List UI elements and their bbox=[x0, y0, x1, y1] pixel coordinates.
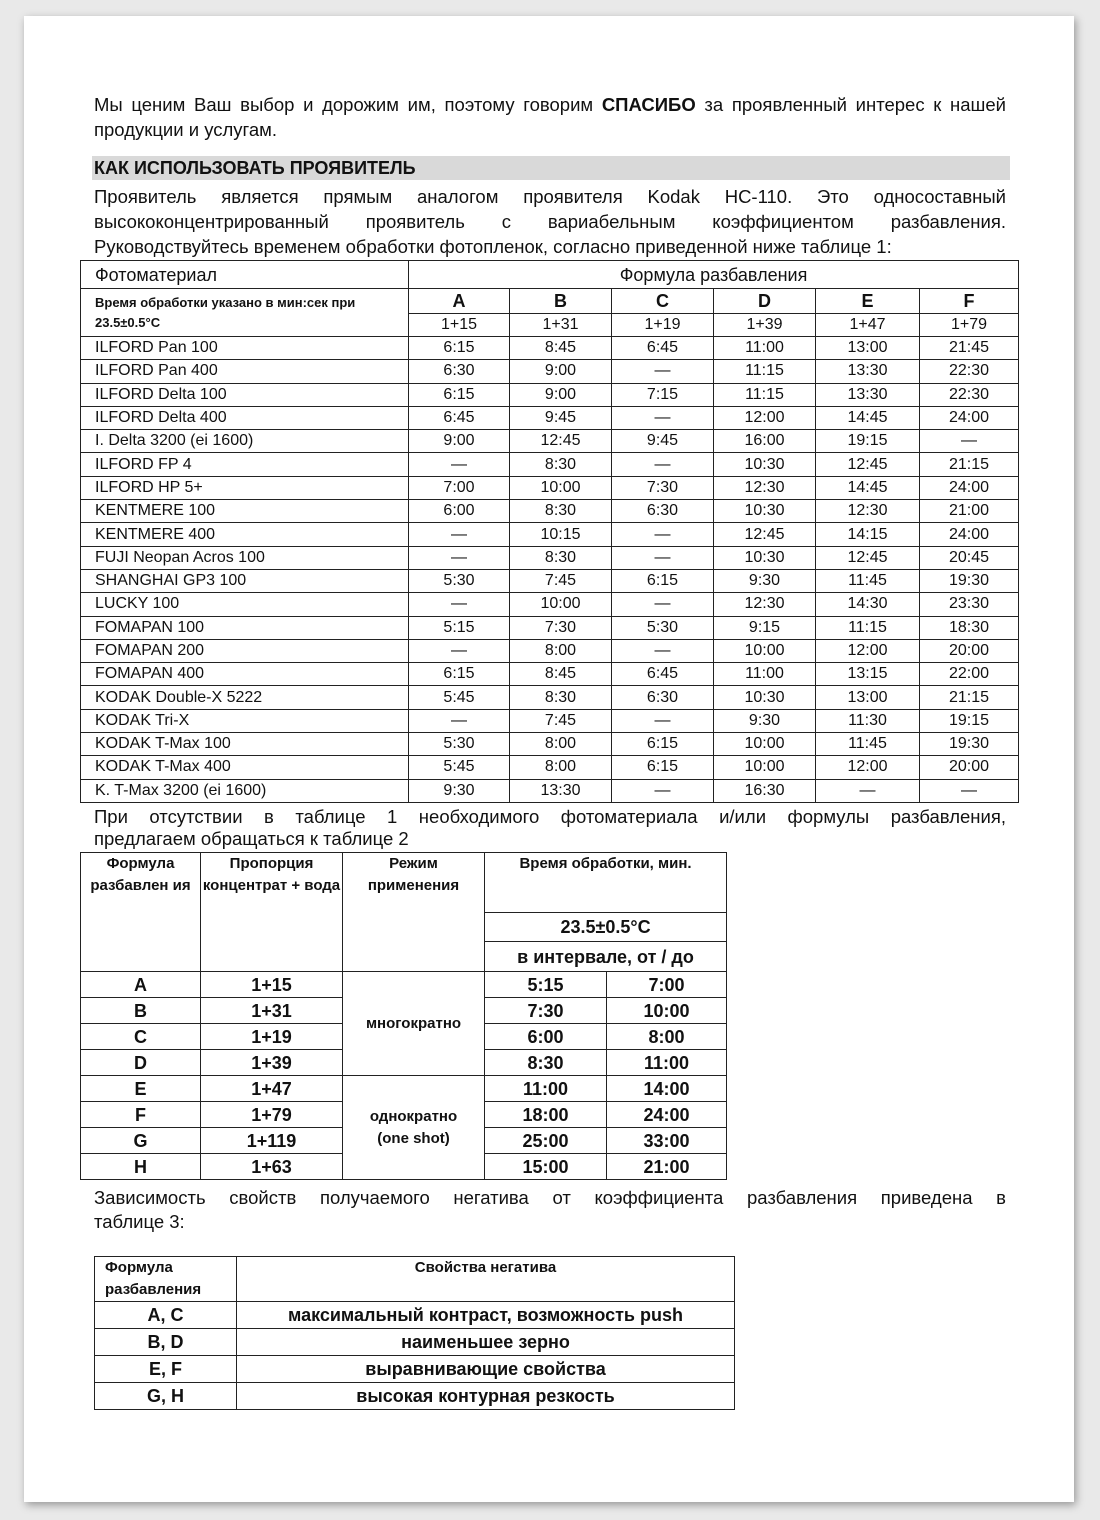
table-row bbox=[81, 360, 1019, 383]
time-cell: 9:30 bbox=[714, 569, 816, 592]
time-cell: 6:45 bbox=[409, 406, 510, 429]
film-name: ILFORD Delta 400 bbox=[81, 406, 409, 429]
time-cell: 10:30 bbox=[714, 546, 816, 569]
time-cell: 6:45 bbox=[612, 337, 714, 360]
film-name: KODAK T-Max 100 bbox=[81, 733, 409, 756]
header-film: Фотоматериал bbox=[81, 261, 409, 289]
time-cell: 16:30 bbox=[714, 779, 816, 802]
t2-ratio: 1+19 bbox=[201, 1024, 343, 1050]
t2-header-ratio: Пропорция концентрат + вода bbox=[201, 853, 343, 972]
time-cell: — bbox=[612, 546, 714, 569]
table-row bbox=[81, 546, 1019, 569]
intro-text-after: за проявленный интерес к нашей продукции и услугам. bbox=[94, 94, 1006, 140]
time-cell: 7:00 bbox=[409, 476, 510, 499]
t2-time-from: 5:15 bbox=[485, 972, 607, 998]
film-name: ILFORD Pan 400 bbox=[81, 360, 409, 383]
time-cell: — bbox=[612, 779, 714, 802]
time-cell: 13:15 bbox=[816, 663, 920, 686]
time-cell: 12:45 bbox=[510, 430, 612, 453]
t2-formula: E bbox=[81, 1076, 201, 1102]
time-cell: 21:15 bbox=[920, 453, 1019, 476]
header-ratio: 1+39 bbox=[714, 314, 816, 337]
t2-time-from: 6:00 bbox=[485, 1024, 607, 1050]
t2-ratio: 1+15 bbox=[201, 972, 343, 998]
time-cell: 22:30 bbox=[920, 383, 1019, 406]
time-cell: 6:15 bbox=[612, 569, 714, 592]
time-cell: 19:15 bbox=[816, 430, 920, 453]
time-cell: 11:30 bbox=[816, 709, 920, 732]
usage-line-2: высококонцентрированный проявитель с вариабельным коэффициентом разбавления. bbox=[94, 211, 1006, 232]
time-cell: — bbox=[409, 593, 510, 616]
header-letter: B bbox=[510, 289, 612, 314]
time-cell: 12:45 bbox=[816, 546, 920, 569]
time-cell: 12:00 bbox=[816, 639, 920, 662]
time-cell: 10:00 bbox=[714, 639, 816, 662]
time-cell: — bbox=[920, 430, 1019, 453]
table-row bbox=[81, 569, 1019, 592]
t2-ratio: 1+119 bbox=[201, 1128, 343, 1154]
time-cell: 12:00 bbox=[816, 756, 920, 779]
time-cell: 8:30 bbox=[510, 686, 612, 709]
table-row bbox=[81, 476, 1019, 499]
t3-property: максимальный контраст, возможность push bbox=[237, 1302, 735, 1329]
t3-formula: E, F bbox=[95, 1356, 237, 1383]
table3-intro bbox=[94, 1186, 1006, 1234]
film-name: FOMAPAN 200 bbox=[81, 639, 409, 662]
header-ratio: 1+31 bbox=[510, 314, 612, 337]
time-cell: 6:00 bbox=[409, 500, 510, 523]
time-cell: 11:45 bbox=[816, 733, 920, 756]
time-cell: — bbox=[409, 523, 510, 546]
film-name: ILFORD Delta 100 bbox=[81, 383, 409, 406]
t2-ratio: 1+79 bbox=[201, 1102, 343, 1128]
t2-time-to: 14:00 bbox=[607, 1076, 727, 1102]
time-cell: 21:45 bbox=[920, 337, 1019, 360]
header-ratio: 1+19 bbox=[612, 314, 714, 337]
table-row bbox=[81, 337, 1019, 360]
time-cell: 6:30 bbox=[612, 500, 714, 523]
table-row bbox=[81, 500, 1019, 523]
t2-time-from: 18:00 bbox=[485, 1102, 607, 1128]
header-letter: E bbox=[816, 289, 920, 314]
document-page bbox=[24, 16, 1074, 1502]
film-name: KODAK Tri-X bbox=[81, 709, 409, 732]
table-row bbox=[81, 523, 1019, 546]
dilution-table bbox=[80, 852, 727, 1180]
film-name: K. T-Max 3200 (ei 1600) bbox=[81, 779, 409, 802]
time-cell: 11:00 bbox=[714, 663, 816, 686]
t2-formula: H bbox=[81, 1154, 201, 1180]
table-row bbox=[81, 663, 1019, 686]
time-cell: 6:15 bbox=[612, 733, 714, 756]
time-cell: 23:30 bbox=[920, 593, 1019, 616]
film-name: KODAK Double-X 5222 bbox=[81, 686, 409, 709]
t2-time-to: 10:00 bbox=[607, 998, 727, 1024]
time-cell: 8:30 bbox=[510, 546, 612, 569]
intro-thanks: СПАСИБО bbox=[601, 94, 696, 115]
time-cell: 7:30 bbox=[612, 476, 714, 499]
time-cell: 10:00 bbox=[510, 593, 612, 616]
time-cell: — bbox=[409, 709, 510, 732]
t2-ratio: 1+63 bbox=[201, 1154, 343, 1180]
t2-ratio: 1+31 bbox=[201, 998, 343, 1024]
t2-time-to: 11:00 bbox=[607, 1050, 727, 1076]
t2-formula: G bbox=[81, 1128, 201, 1154]
time-cell: 14:45 bbox=[816, 406, 920, 429]
film-name: SHANGHAI GP3 100 bbox=[81, 569, 409, 592]
time-cell: 9:15 bbox=[714, 616, 816, 639]
film-name: KENTMERE 100 bbox=[81, 500, 409, 523]
table-row bbox=[81, 779, 1019, 802]
time-cell: 18:30 bbox=[920, 616, 1019, 639]
time-cell: 24:00 bbox=[920, 476, 1019, 499]
time-cell: — bbox=[409, 453, 510, 476]
time-cell: 20:45 bbox=[920, 546, 1019, 569]
negative-properties-table bbox=[94, 1256, 735, 1410]
time-cell: — bbox=[409, 639, 510, 662]
time-cell: 20:00 bbox=[920, 639, 1019, 662]
time-cell: 6:15 bbox=[612, 756, 714, 779]
time-cell: 12:30 bbox=[714, 476, 816, 499]
t2-time-from: 11:00 bbox=[485, 1076, 607, 1102]
time-cell: 21:15 bbox=[920, 686, 1019, 709]
time-cell: 10:15 bbox=[510, 523, 612, 546]
t2-header-temp: 23.5±0.5°C bbox=[485, 913, 727, 942]
time-cell: 19:30 bbox=[920, 569, 1019, 592]
header-ratio: 1+15 bbox=[409, 314, 510, 337]
t2-formula: C bbox=[81, 1024, 201, 1050]
time-cell: 9:30 bbox=[714, 709, 816, 732]
time-cell: 13:30 bbox=[816, 360, 920, 383]
time-cell: — bbox=[612, 453, 714, 476]
time-cell: 8:45 bbox=[510, 337, 612, 360]
time-cell: — bbox=[612, 523, 714, 546]
time-cell: — bbox=[816, 779, 920, 802]
time-cell: 8:45 bbox=[510, 663, 612, 686]
film-name: ILFORD FP 4 bbox=[81, 453, 409, 476]
film-name: FUJI Neopan Acros 100 bbox=[81, 546, 409, 569]
t2-header-mode: Режим применения bbox=[343, 853, 485, 972]
time-cell: — bbox=[612, 406, 714, 429]
time-cell: 10:00 bbox=[714, 733, 816, 756]
time-cell: — bbox=[612, 593, 714, 616]
header-letter: C bbox=[612, 289, 714, 314]
t2-time-to: 8:00 bbox=[607, 1024, 727, 1050]
time-cell: 6:15 bbox=[409, 337, 510, 360]
t2-formula: D bbox=[81, 1050, 201, 1076]
t3-property: наименьшее зерно bbox=[237, 1329, 735, 1356]
time-cell: 7:30 bbox=[510, 616, 612, 639]
time-cell: 8:00 bbox=[510, 733, 612, 756]
table2-intro-line-1: При отсутствии в таблице 1 необходимого фотоматериала и/или формулы разбавления, bbox=[94, 806, 1006, 827]
time-cell: 19:15 bbox=[920, 709, 1019, 732]
t2-formula: F bbox=[81, 1102, 201, 1128]
time-cell: 10:30 bbox=[714, 453, 816, 476]
table-row bbox=[81, 593, 1019, 616]
time-cell: 7:45 bbox=[510, 569, 612, 592]
t3-property: высокая контурная резкость bbox=[237, 1383, 735, 1410]
time-cell: 9:45 bbox=[510, 406, 612, 429]
t2-formula: B bbox=[81, 998, 201, 1024]
film-name: I. Delta 3200 (ei 1600) bbox=[81, 430, 409, 453]
t2-formula: A bbox=[81, 972, 201, 998]
t2-time-to: 33:00 bbox=[607, 1128, 727, 1154]
time-cell: 12:45 bbox=[816, 453, 920, 476]
time-cell: — bbox=[612, 639, 714, 662]
time-cell: 14:15 bbox=[816, 523, 920, 546]
table-row bbox=[81, 383, 1019, 406]
usage-line-1: Проявитель является прямым аналогом проявителя Kodak HC-110. Это односоставный bbox=[94, 186, 1006, 207]
header-time-note: Время обработки указано в мин:сек при 23.5±0.5°C bbox=[81, 289, 409, 337]
time-cell: 6:15 bbox=[409, 663, 510, 686]
time-cell: 5:30 bbox=[612, 616, 714, 639]
t2-ratio: 1+39 bbox=[201, 1050, 343, 1076]
t2-mode-single-line-2: (one shot) bbox=[377, 1129, 450, 1147]
time-cell: 9:00 bbox=[510, 360, 612, 383]
table-row bbox=[81, 639, 1019, 662]
time-cell: 9:00 bbox=[409, 430, 510, 453]
usage-paragraph bbox=[94, 184, 1006, 259]
time-cell: 8:00 bbox=[510, 756, 612, 779]
time-cell: 24:00 bbox=[920, 523, 1019, 546]
t3-formula: B, D bbox=[95, 1329, 237, 1356]
t2-time-to: 24:00 bbox=[607, 1102, 727, 1128]
t2-header-formula: Формула разбавлен ия bbox=[81, 853, 201, 972]
time-cell: 10:00 bbox=[714, 756, 816, 779]
time-cell: — bbox=[612, 360, 714, 383]
time-cell: 12:45 bbox=[714, 523, 816, 546]
time-cell: 8:30 bbox=[510, 500, 612, 523]
t2-header-time: Время обработки, мин. bbox=[485, 853, 727, 913]
t2-time-to: 21:00 bbox=[607, 1154, 727, 1180]
header-letter: F bbox=[920, 289, 1019, 314]
time-cell: 22:30 bbox=[920, 360, 1019, 383]
t3-header-props: Свойства негатива bbox=[237, 1257, 735, 1302]
time-cell: 14:45 bbox=[816, 476, 920, 499]
t2-time-from: 7:30 bbox=[485, 998, 607, 1024]
time-cell: — bbox=[920, 779, 1019, 802]
processing-times-table bbox=[80, 260, 1019, 803]
time-cell: 21:00 bbox=[920, 500, 1019, 523]
film-name: FOMAPAN 400 bbox=[81, 663, 409, 686]
time-cell: 24:00 bbox=[920, 406, 1019, 429]
time-cell: 7:45 bbox=[510, 709, 612, 732]
table-row bbox=[81, 430, 1019, 453]
time-cell: 11:15 bbox=[714, 360, 816, 383]
film-name: FOMAPAN 100 bbox=[81, 616, 409, 639]
t3-formula: A, C bbox=[95, 1302, 237, 1329]
time-cell: 8:00 bbox=[510, 639, 612, 662]
intro-text-before: Мы ценим Ваш выбор и дорожим им, поэтому говорим bbox=[94, 94, 602, 115]
section-heading: КАК ИСПОЛЬЗОВАТЬ ПРОЯВИТЕЛЬ bbox=[92, 156, 1010, 180]
t2-time-from: 8:30 bbox=[485, 1050, 607, 1076]
t2-time-from: 25:00 bbox=[485, 1128, 607, 1154]
table-row bbox=[81, 406, 1019, 429]
time-cell: 13:30 bbox=[816, 383, 920, 406]
table3-intro-line-2: таблице 3: bbox=[94, 1211, 185, 1232]
time-cell: 9:30 bbox=[409, 779, 510, 802]
time-cell: 14:30 bbox=[816, 593, 920, 616]
header-letter: D bbox=[714, 289, 816, 314]
time-cell: 12:30 bbox=[714, 593, 816, 616]
time-cell: 11:45 bbox=[816, 569, 920, 592]
time-cell: 11:15 bbox=[714, 383, 816, 406]
time-cell: 6:15 bbox=[409, 383, 510, 406]
t2-time-from: 15:00 bbox=[485, 1154, 607, 1180]
table2-intro bbox=[94, 806, 1006, 850]
header-letter: A bbox=[409, 289, 510, 314]
film-name: KENTMERE 400 bbox=[81, 523, 409, 546]
time-cell: 5:45 bbox=[409, 756, 510, 779]
t2-header-interval: в интервале, от / до bbox=[485, 942, 727, 972]
time-cell: 6:45 bbox=[612, 663, 714, 686]
time-cell: 16:00 bbox=[714, 430, 816, 453]
time-cell: 5:30 bbox=[409, 569, 510, 592]
time-cell: 13:00 bbox=[816, 337, 920, 360]
time-cell: 8:30 bbox=[510, 453, 612, 476]
time-cell: 13:30 bbox=[510, 779, 612, 802]
time-cell: 5:45 bbox=[409, 686, 510, 709]
table-row bbox=[81, 756, 1019, 779]
time-cell: 11:00 bbox=[714, 337, 816, 360]
time-cell: 10:30 bbox=[714, 686, 816, 709]
time-cell: 10:30 bbox=[714, 500, 816, 523]
t2-time-to: 7:00 bbox=[607, 972, 727, 998]
time-cell: 13:00 bbox=[816, 686, 920, 709]
table-row bbox=[81, 616, 1019, 639]
table-row bbox=[81, 453, 1019, 476]
time-cell: 22:00 bbox=[920, 663, 1019, 686]
header-ratio: 1+79 bbox=[920, 314, 1019, 337]
film-name: KODAK T-Max 400 bbox=[81, 756, 409, 779]
table-row bbox=[81, 733, 1019, 756]
t3-header-formula: Формула разбавления bbox=[95, 1257, 237, 1302]
table3-intro-line-1: Зависимость свойств получаемого негатива от коэффициента разбавления приведена в bbox=[94, 1187, 1006, 1208]
t3-formula: G, H bbox=[95, 1383, 237, 1410]
usage-line-3: Руководствуйтесь временем обработки фотопленок, согласно приведенной ниже таблице 1: bbox=[94, 236, 892, 257]
time-cell: — bbox=[612, 709, 714, 732]
t2-mode-multi: многократно bbox=[343, 972, 485, 1076]
film-name: ILFORD Pan 100 bbox=[81, 337, 409, 360]
table-row bbox=[81, 709, 1019, 732]
time-cell: 5:15 bbox=[409, 616, 510, 639]
t3-property: выравнивающие свойства bbox=[237, 1356, 735, 1383]
time-cell: 6:30 bbox=[612, 686, 714, 709]
time-cell: 6:30 bbox=[409, 360, 510, 383]
time-cell: 10:00 bbox=[510, 476, 612, 499]
time-cell: 19:30 bbox=[920, 733, 1019, 756]
intro-paragraph bbox=[94, 92, 1006, 142]
time-cell: 12:00 bbox=[714, 406, 816, 429]
time-cell: — bbox=[409, 546, 510, 569]
time-cell: 9:45 bbox=[612, 430, 714, 453]
header-ratio: 1+47 bbox=[816, 314, 920, 337]
table2-intro-line-2: предлагаем обращаться к таблице 2 bbox=[94, 828, 409, 849]
header-formula: Формула разбавления bbox=[409, 261, 1019, 289]
time-cell: 9:00 bbox=[510, 383, 612, 406]
time-cell: 11:15 bbox=[816, 616, 920, 639]
time-cell: 12:30 bbox=[816, 500, 920, 523]
time-cell: 20:00 bbox=[920, 756, 1019, 779]
film-name: LUCKY 100 bbox=[81, 593, 409, 616]
t2-ratio: 1+47 bbox=[201, 1076, 343, 1102]
time-cell: 7:15 bbox=[612, 383, 714, 406]
table-row bbox=[81, 686, 1019, 709]
time-cell: 5:30 bbox=[409, 733, 510, 756]
film-name: ILFORD HP 5+ bbox=[81, 476, 409, 499]
t2-mode-single bbox=[343, 1076, 485, 1180]
t2-mode-single-line-1: однократно bbox=[369, 1107, 458, 1125]
